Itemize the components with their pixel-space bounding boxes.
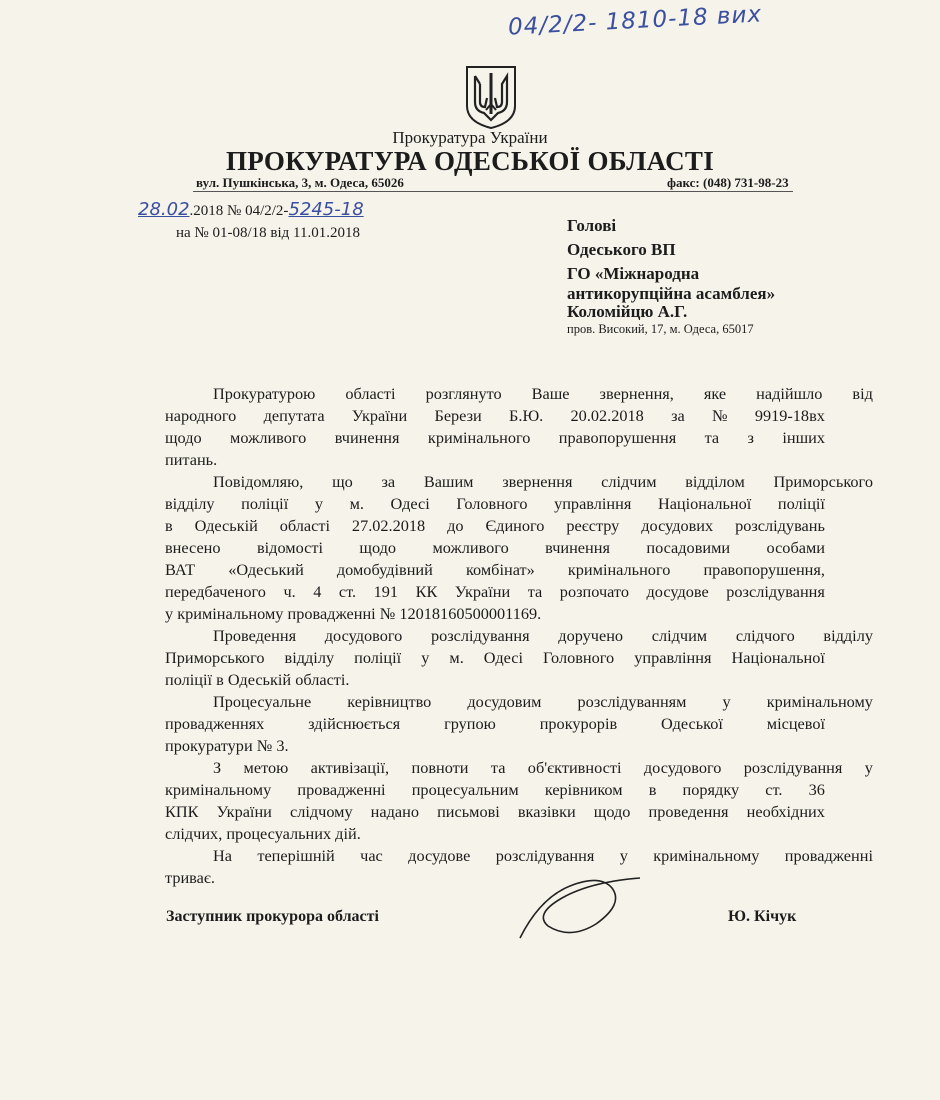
body-word: області (279, 516, 331, 535)
body-word: досудового (643, 758, 722, 777)
body-word: досудовим (467, 692, 542, 711)
body-word: кримінальному (653, 846, 760, 865)
body-word: кримінального (427, 428, 531, 447)
body-word: в (165, 516, 173, 535)
body-word: Б.Ю. (509, 406, 544, 425)
organization-name: ПРОКУРАТУРА ОДЕСЬКОЇ ОБЛАСТІ (225, 146, 715, 176)
outgoing-number-printed: .2018 № 04/2/2- (189, 203, 289, 219)
body-word: Приморського (165, 648, 265, 667)
body-line: питань. (165, 450, 218, 469)
body-word: можливого (432, 538, 509, 557)
body-word: провадженні (297, 780, 386, 799)
body-word: кримінальному (165, 780, 272, 799)
body-word: місцевої (766, 714, 825, 733)
signatory-name: Ю. Кічук (728, 908, 797, 925)
body-word: області (345, 384, 396, 403)
body-word: Ваше (531, 384, 570, 403)
body-word: процесуальним (411, 780, 519, 799)
body-word: розглянуто (425, 384, 502, 403)
body-word: повноти (411, 758, 469, 777)
body-word: письмові (437, 802, 500, 821)
body-word: Процесуальне (213, 692, 312, 711)
body-word: розслідування (430, 626, 530, 645)
body-word: у (722, 692, 731, 711)
body-word: та (490, 758, 506, 777)
body-word: прокурорів (539, 714, 618, 733)
body-word: м. (449, 648, 464, 667)
body-word: розслідувань (735, 516, 825, 535)
body-word: ч. (283, 582, 296, 601)
body-word: депутата (263, 406, 325, 425)
body-word: Головного (456, 494, 528, 513)
body-word: розслідування (726, 582, 825, 601)
body-word: проведення (648, 802, 729, 821)
body-word: На (213, 846, 232, 865)
body-line: слідчих, процесуальних дій. (165, 824, 361, 843)
body-word: об'єктивності (527, 758, 622, 777)
body-word: управління (554, 494, 632, 513)
body-word: ст. (765, 780, 783, 799)
body-word: України (454, 582, 511, 601)
body-line (213, 384, 873, 404)
body-word: звернення (502, 472, 573, 491)
body-word: ст. (338, 582, 357, 601)
body-word: метою (243, 758, 289, 777)
recipient-line: ГО «Міжнародна (567, 264, 700, 283)
body-word: Проведення (213, 626, 297, 645)
body-word: вчинення (334, 428, 400, 447)
body-word: що (332, 472, 353, 491)
body-word: слідчим (651, 626, 708, 645)
body-word: правопорушення (558, 428, 677, 447)
body-word: можливого (230, 428, 307, 447)
body-line (165, 538, 825, 558)
body-word: з (747, 428, 754, 447)
body-word: поліції (241, 494, 289, 513)
body-word: досудового (324, 626, 403, 645)
body-word: досудових (641, 516, 714, 535)
body-word: правопорушення, (703, 560, 825, 579)
handwritten-signature (500, 868, 650, 943)
body-word: слідчим (601, 472, 657, 491)
organization-fax: факс: (048) 731-98-23 (667, 175, 789, 190)
body-word: у (421, 648, 430, 667)
body-word: здійснюється (308, 714, 401, 733)
body-word: 4 (313, 582, 322, 601)
body-line (213, 846, 873, 866)
body-word: яке (703, 384, 727, 403)
body-word: Приморського (773, 472, 873, 491)
body-word: надійшло (756, 384, 823, 403)
body-word: слідчого (735, 626, 795, 645)
body-word: у (314, 494, 323, 513)
body-word: Одесі (390, 494, 430, 513)
body-word: відділом (685, 472, 745, 491)
outgoing-date-handwritten: 28.02 (138, 199, 190, 220)
body-word: внесено (165, 538, 221, 557)
body-word: та (527, 582, 543, 601)
body-line: триває. (165, 868, 215, 887)
body-word: України (216, 802, 272, 821)
body-word: час (360, 846, 383, 865)
body-word: КК (415, 582, 438, 601)
body-word: досудове (408, 846, 471, 865)
outgoing-number-line (138, 199, 364, 220)
body-word: розслідування (495, 846, 595, 865)
body-word: кримінальному (766, 692, 873, 711)
outgoing-number-handwritten: 5245-18 (288, 199, 364, 220)
body-line (165, 494, 825, 514)
body-word: Національної (657, 494, 752, 513)
body-word: м. (349, 494, 364, 513)
body-word: домобудівний (336, 560, 433, 579)
body-word: 36 (808, 780, 825, 799)
body-word: необхідних (746, 802, 825, 821)
body-word: від (852, 384, 873, 403)
recipient-line: Коломійцю А.Г. (567, 302, 688, 321)
body-word: Повідомляю, (213, 472, 304, 491)
body-word: З (213, 758, 222, 777)
body-word: Одеській (194, 516, 258, 535)
body-word: «Одеський (228, 560, 304, 579)
recipient-line: Одеського ВП (567, 240, 676, 259)
signatory-title: Заступник прокурора області (166, 908, 379, 925)
body-line (165, 560, 825, 580)
body-word: КПК (165, 802, 199, 821)
body-word: управління (634, 648, 712, 667)
body-line (165, 780, 825, 800)
body-line: поліції в Одеській області. (165, 670, 350, 689)
body-word: керівництво (347, 692, 432, 711)
body-word: активізації, (310, 758, 390, 777)
body-word: особами (766, 538, 825, 557)
body-word: звернення, (599, 384, 674, 403)
body-word: Національної (731, 648, 825, 667)
body-word: та (704, 428, 720, 447)
body-line (213, 626, 873, 646)
body-word: вчинення (545, 538, 610, 557)
body-word: розслідування (743, 758, 843, 777)
body-line: у кримінальному провадженні № 12018160500001169. (165, 604, 542, 623)
body-word: розпочато (559, 582, 629, 601)
body-word: Одеської (661, 714, 723, 733)
body-word: слідчому (289, 802, 353, 821)
body-word: народного (165, 406, 237, 425)
body-word: України (351, 406, 408, 425)
body-word: в (648, 780, 657, 799)
body-line (165, 648, 825, 668)
body-word: надано (370, 802, 419, 821)
body-word: відділу (284, 648, 335, 667)
body-word: 9919-18вх (754, 406, 825, 425)
reference-line: на № 01-08/18 від 11.01.2018 (176, 225, 360, 241)
body-word: поліції (777, 494, 825, 513)
body-word: щодо (593, 802, 631, 821)
body-word: Вашим (423, 472, 474, 491)
body-word: у (864, 758, 873, 777)
body-word: до (447, 516, 464, 535)
recipient-address: пров. Високий, 17, м. Одеса, 65017 (567, 322, 754, 336)
parent-organization: Прокуратура України (392, 128, 548, 147)
body-line (165, 802, 825, 822)
body-line (213, 472, 873, 492)
recipient-line: антикорупційна асамблея» (567, 284, 776, 303)
body-word: Головного (543, 648, 615, 667)
body-word: за (381, 472, 396, 491)
body-word: ВАТ (165, 560, 196, 579)
body-word: № (712, 406, 728, 425)
header-divider (193, 191, 793, 192)
registration-number-handwritten: 04/2/2- 1810-18 вих (507, 1, 763, 41)
body-word: у (619, 846, 628, 865)
body-line (165, 428, 825, 448)
body-word: посадовими (646, 538, 731, 557)
body-word: групою (444, 714, 496, 733)
body-word: щодо (359, 538, 397, 557)
body-word: 27.02.2018 (351, 516, 426, 535)
body-line: прокуратури № 3. (165, 736, 289, 755)
body-word: інших (782, 428, 825, 447)
trident-emblem-icon (464, 64, 518, 130)
recipient-line: Голові (567, 216, 617, 235)
body-word: відомості (256, 538, 323, 557)
organization-address: вул. Пушкінська, 3, м. Одеса, 65026 (196, 175, 404, 190)
body-line (165, 582, 825, 602)
body-word: поліції (354, 648, 402, 667)
body-line (165, 516, 825, 536)
body-word: 20.02.2018 (570, 406, 644, 425)
body-word: досудове (646, 582, 709, 601)
body-line (213, 758, 873, 778)
body-line (165, 714, 825, 734)
body-word: порядку (682, 780, 740, 799)
body-word: Єдиного (485, 516, 545, 535)
body-word: відділу (165, 494, 215, 513)
body-word: вказівки (517, 802, 576, 821)
body-word: кримінального (567, 560, 671, 579)
body-word: провадженні (784, 846, 873, 865)
body-word: реєстру (566, 516, 620, 535)
body-word: Прокуратурою (213, 384, 316, 403)
body-word: комбінат» (465, 560, 535, 579)
body-word: відділу (823, 626, 873, 645)
body-word: керівником (544, 780, 623, 799)
body-line (213, 692, 873, 712)
body-word: теперішній (257, 846, 335, 865)
body-line (165, 406, 825, 426)
body-word: доручено (558, 626, 624, 645)
body-word: провадженнях (165, 714, 265, 733)
body-word: за (671, 406, 685, 425)
body-word: 191 (373, 582, 399, 601)
body-word: розслідуванням (577, 692, 687, 711)
body-word: передбаченого (165, 582, 266, 601)
body-word: Берези (434, 406, 482, 425)
body-word: Одесі (483, 648, 524, 667)
body-word: щодо (165, 428, 202, 447)
